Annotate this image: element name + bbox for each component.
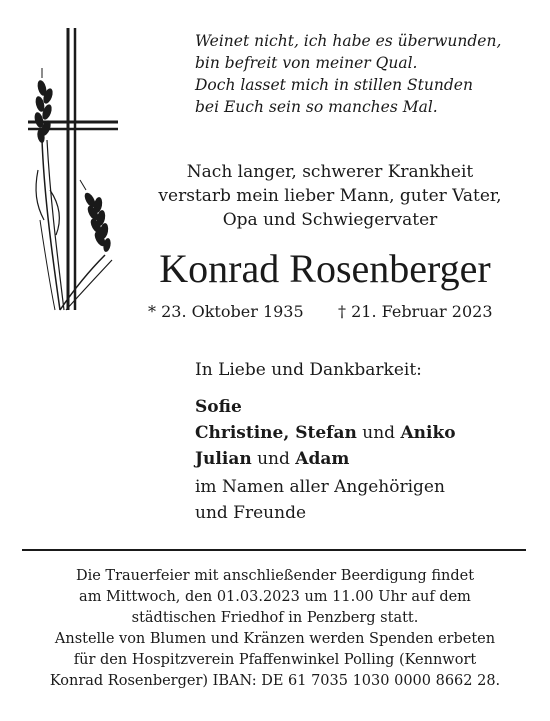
verse-line: Doch lasset mich in stillen Stunden [195, 76, 473, 94]
funeral-line: Die Trauerfeier mit anschließender Beerdigung findet [75, 568, 475, 584]
verse-line: bei Euch sein so manches Mal. [195, 98, 438, 116]
family-member: Adam [295, 449, 350, 469]
funeral-line: städtischen Friedhof in Penzberg statt. [131, 610, 419, 626]
family-member: Sofie [195, 397, 242, 417]
family-line [195, 394, 456, 420]
funeral-line: Anstelle von Blumen und Kränzen werden Spenden erbeten [54, 631, 496, 647]
conjunction: und [251, 449, 296, 469]
family-line [195, 446, 456, 472]
birth-date: * 23. Oktober 1935 [148, 302, 304, 321]
intro-line: verstarb mein lieber Mann, guter Vater, [158, 186, 502, 206]
funeral-line: für den Hospitzverein Pfaffenwinkel Polling (Kennwort [73, 652, 477, 668]
verse-line: bin befreit von meiner Qual. [195, 54, 418, 72]
funeral-line: am Mittwoch, den 01.03.2023 um 11.00 Uhr auf dem [79, 589, 471, 605]
family-names [195, 394, 456, 472]
intro-text [140, 160, 520, 232]
family-member: Christine, Stefan [195, 423, 357, 443]
divider [22, 549, 526, 551]
family-member: Aniko [400, 423, 456, 443]
funeral-line: Konrad Rosenberger) IBAN: DE 61 7035 1030 0000 8662 28. [49, 673, 501, 689]
relatives-line: und Freunde [195, 503, 307, 523]
family-line [195, 420, 456, 446]
love-line: In Liebe und Dankbarkeit: [195, 360, 422, 380]
intro-line: Opa und Schwiegervater [222, 210, 438, 230]
verse-line: Weinet nicht, ich habe es überwunden, [195, 32, 502, 50]
intro-line: Nach langer, schwerer Krankheit [186, 162, 474, 182]
deceased-name: Konrad Rosenberger [159, 246, 491, 291]
conjunction: und [356, 423, 401, 443]
death-date: † 21. Februar 2023 [338, 302, 493, 321]
relatives-text [195, 474, 445, 526]
funeral-info [18, 566, 532, 692]
relatives-line: im Namen aller Angehörigen [195, 477, 445, 497]
family-member: Julian [195, 449, 252, 469]
poem-verse [195, 30, 535, 118]
